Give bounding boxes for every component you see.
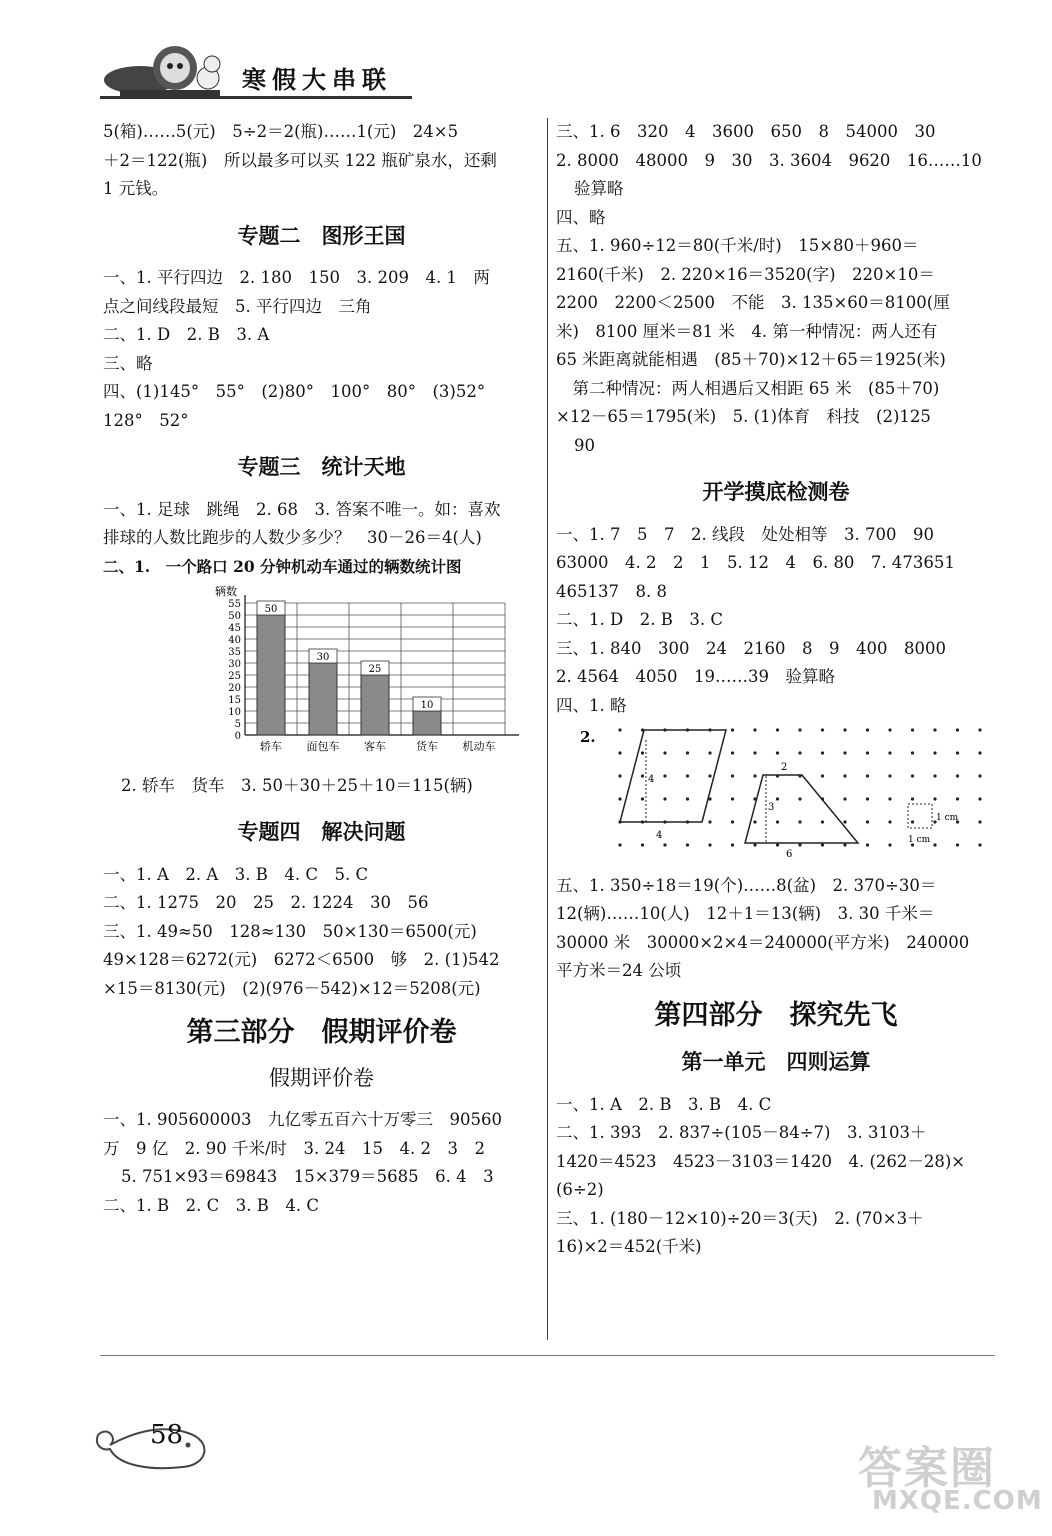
answer-line: 2160(千米) 2. 220×16＝3520(字) 220×10＝ — [556, 264, 935, 284]
answer-line: 30000 米 30000×2×4＝240000(平方米) 240000 — [556, 932, 970, 952]
grid-dot — [978, 843, 981, 846]
grid-dot — [798, 820, 801, 823]
section-title-s3: 专题三 统计天地 — [237, 455, 406, 479]
answer-line: 465137 8. 8 — [556, 581, 667, 601]
grid-dot — [753, 728, 756, 731]
header-title: 寒假大串联 — [242, 65, 392, 94]
grid-dot — [731, 751, 734, 754]
grid-dot — [753, 774, 756, 777]
answer-line: 验算略 — [574, 179, 624, 198]
answer-line: 二、1. D 2. B 3. C — [556, 610, 723, 629]
y-tick-label: 10 — [228, 707, 241, 718]
trap-top-label: 2 — [781, 762, 788, 773]
grid-dot — [663, 843, 666, 846]
grid-dot — [731, 820, 734, 823]
answer-line: 二、1. D 2. B 3. A — [103, 325, 270, 344]
answer-line: 一、1. A 2. B 3. B 4. C — [556, 1094, 772, 1114]
grid-dot — [843, 797, 846, 800]
answer-line: 2. 8000 48000 9 30 3. 3604 9620 16……10 — [556, 150, 982, 170]
bar — [309, 663, 337, 735]
grid-dot — [978, 728, 981, 731]
answer-line: 第二种情况：两人相遇后又相距 65 米 (85＋70) — [556, 378, 940, 398]
grid-dot — [641, 797, 644, 800]
grid-dot — [911, 820, 914, 823]
grid-dot — [911, 797, 914, 800]
answer-line: 万 9 亿 2. 90 千米/时 3. 24 15 4. 2 3 2 — [103, 1138, 485, 1158]
y-axis-label: 辆数 — [215, 585, 237, 598]
x-tick-label: 面包车 — [306, 740, 340, 753]
grid-dot — [618, 774, 621, 777]
grid-dot — [978, 774, 981, 777]
answer-line: 三、略 — [103, 353, 153, 373]
answer-line: 128° 52° — [103, 410, 189, 430]
answer-line: 16)×2＝452(千米) — [556, 1237, 702, 1256]
answer-line: 四、1. 略 — [556, 695, 627, 715]
para-height-label: 4 — [648, 774, 655, 785]
unit-label-1: 1 cm — [936, 813, 959, 823]
answer-line: 排球的人数比跑步的人数少多少？ 30－26＝4(人) — [103, 528, 482, 547]
grid-dot — [888, 843, 891, 846]
answer-line: 五、1. 960÷12＝80(千米/时) 15×80＋960＝ — [556, 236, 919, 255]
answer-line: 一、1. 7 5 7 2. 线段 处处相等 3. 700 90 — [556, 524, 934, 544]
grid-dot — [731, 774, 734, 777]
grid-dot — [776, 797, 779, 800]
grid-dot — [663, 751, 666, 754]
grid-dot — [866, 843, 869, 846]
y-tick-label: 55 — [228, 599, 241, 610]
answer-line: 二、1. 1275 20 25 2. 1224 30 56 — [103, 893, 429, 912]
right-column — [556, 118, 996, 1262]
grid-dot — [888, 728, 891, 731]
answer-line: ×15＝8130(元) (2)(976－542)×12＝5208(元) — [103, 978, 481, 998]
trap-height-label: 3 — [768, 802, 775, 813]
x-tick-label: 客车 — [364, 740, 386, 753]
answer-line: 五、1. 350÷18＝19(个)……8(盆) 2. 370÷30＝ — [556, 875, 937, 895]
answer-line: 2. 4564 4050 19……39 验算略 — [556, 667, 835, 686]
y-tick-label: 0 — [234, 731, 241, 742]
section-title-s2: 专题二 图形王国 — [237, 223, 406, 248]
grid-dot — [866, 820, 869, 823]
answer-line: 一、1. A 2. A 3. B 4. C 5. C — [103, 864, 369, 884]
y-tick-label: 25 — [228, 671, 241, 682]
bar — [257, 615, 285, 735]
trap-base-label: 6 — [786, 849, 793, 860]
data-label: 50 — [264, 604, 278, 615]
grid-dot — [978, 751, 981, 754]
grid-dot — [708, 843, 711, 846]
grid-dot — [798, 797, 801, 800]
answer-line: 63000 4. 2 2 1 5. 12 4 6. 80 7. 473651 — [556, 553, 955, 572]
grid-dot — [686, 797, 689, 800]
grid-dot — [911, 728, 914, 731]
grid-dot — [731, 843, 734, 846]
para-base-label: 4 — [656, 830, 663, 841]
part-title-4: 第四部分 探究先飞 — [654, 999, 898, 1031]
grid-dot — [708, 774, 711, 777]
answer-line: 二、1. B 2. C 3. B 4. C — [103, 1195, 319, 1215]
grid-dot — [686, 774, 689, 777]
part-title-3: 第三部分 假期评价卷 — [186, 1017, 457, 1048]
answer-line: 三、1. 6 320 4 3600 650 8 54000 30 — [556, 122, 936, 141]
grid-dot — [933, 797, 936, 800]
answer-line: 二、1. 393 2. 837÷(105－84÷7) 3. 3103＋ — [556, 1123, 927, 1142]
y-tick-label: 35 — [228, 647, 241, 658]
astronaut-monkey-illustration — [100, 40, 230, 102]
geo-question-label: 2. — [580, 728, 596, 746]
answer-line: 点之间线段最短 5. 平行四边 三角 — [103, 296, 372, 316]
grid-dot — [753, 820, 756, 823]
y-tick-label: 5 — [234, 719, 241, 730]
trapezoid — [745, 775, 858, 843]
page-number: 58 — [150, 1420, 184, 1450]
grid-dot — [821, 774, 824, 777]
grid-dot — [821, 728, 824, 731]
grid-dot — [956, 751, 959, 754]
answer-line: 三、1. (180－12×10)÷20＝3(天) 2. (70×3＋ — [556, 1208, 924, 1228]
section-title-s4: 专题四 解决问题 — [237, 820, 406, 844]
grid-dot — [798, 728, 801, 731]
grid-dot — [776, 728, 779, 731]
answer-line: 5. 751×93＝69843 15×379＝5685 6. 4 3 — [121, 1167, 494, 1186]
grid-dot — [618, 797, 621, 800]
dot-grid-figure — [556, 720, 996, 860]
grid-dot — [686, 751, 689, 754]
grid-dot — [933, 774, 936, 777]
watermark-url: MXQE.COM — [872, 1486, 1043, 1516]
answer-line: 2. 轿车 货车 3. 50＋30＋25＋10＝115(辆) — [121, 775, 473, 795]
answer-line: 49×128＝6272(元) 6272＜6500 够 2. (1)542 — [103, 950, 500, 969]
grid-dot — [866, 774, 869, 777]
answer-line: 1420＝4523 4523－3103＝1420 4. (262－28)× — [556, 1151, 966, 1171]
grid-dot — [708, 751, 711, 754]
grid-dot — [956, 797, 959, 800]
grid-dot — [843, 820, 846, 823]
y-tick-label: 45 — [228, 623, 241, 634]
grid-dot — [641, 774, 644, 777]
grid-dot — [866, 728, 869, 731]
x-tick-label: 机动车 — [462, 740, 496, 753]
header-rule — [100, 96, 412, 99]
grid-dot — [618, 728, 621, 731]
x-tick-label: 货车 — [416, 740, 438, 753]
grid-dot — [731, 728, 734, 731]
unit-square — [908, 804, 932, 828]
grid-dot — [618, 843, 621, 846]
grid-dot — [776, 843, 779, 846]
answer-line: (6÷2) — [556, 1180, 604, 1199]
grid-dot — [978, 797, 981, 800]
grid-dot — [663, 797, 666, 800]
running-header — [100, 40, 412, 102]
grid-dot — [888, 751, 891, 754]
answer-line: 四、(1)145° 55° (2)80° 100° 80° (3)52° — [103, 382, 486, 401]
grid-dot — [956, 728, 959, 731]
y-tick-label: 50 — [228, 611, 241, 622]
grid-dot — [686, 843, 689, 846]
grid-dot — [866, 751, 869, 754]
section-title-test: 开学摸底检测卷 — [702, 480, 850, 504]
answer-line: 一、1. 905600003 九亿零五百六十万零三 90560 — [103, 1110, 502, 1129]
grid-dot — [618, 751, 621, 754]
intro-line: ＋2＝122(瓶) 所以最多可以买 122 瓶矿泉水，还剩 — [103, 150, 497, 170]
answer-line: 四、略 — [556, 207, 606, 227]
grid-dot — [731, 797, 734, 800]
grid-dot — [843, 728, 846, 731]
grid-dot — [843, 774, 846, 777]
grid-dot — [933, 843, 936, 846]
grid-dot — [956, 843, 959, 846]
grid-dot — [821, 843, 824, 846]
answer-line: 12(辆)……10(人) 12＋1＝13(辆) 3. 30 千米＝ — [556, 904, 935, 923]
y-tick-label: 30 — [228, 659, 241, 670]
grid-dot — [843, 843, 846, 846]
answer-line: 米) 8100 厘米＝81 米 4. 第一种情况：两人还有 — [556, 321, 938, 341]
grid-dot — [888, 820, 891, 823]
x-tick-label: 轿车 — [260, 740, 282, 753]
column-divider — [547, 118, 548, 1340]
grid-dot — [933, 751, 936, 754]
grid-dot — [641, 751, 644, 754]
grid-dot — [911, 751, 914, 754]
grid-dot — [821, 820, 824, 823]
bar-chart — [203, 583, 533, 758]
grid-dot — [776, 820, 779, 823]
watermark: 答案圈 — [858, 1443, 996, 1494]
grid-dot — [776, 751, 779, 754]
intro-line: 1 元钱。 — [103, 179, 169, 198]
answer-line: 一、1. 足球 跳绳 2. 68 3. 答案不唯一。如：喜欢 — [103, 499, 501, 519]
data-label: 30 — [316, 652, 330, 663]
grid-dot — [956, 774, 959, 777]
grid-dot — [843, 751, 846, 754]
dot-grid — [618, 728, 981, 846]
unit-label-2: 1 cm — [908, 835, 931, 845]
answer-line: 65 米距离就能相遇 (85＋70)×12＋65＝1925(米) — [556, 350, 946, 369]
answer-line: ×12－65＝1795(米) 5. (1)体育 科技 (2)125 — [556, 407, 931, 426]
y-tick-label: 40 — [228, 635, 241, 646]
grid-dot — [753, 843, 756, 846]
bar — [361, 675, 389, 735]
answer-line: 一、1. 平行四边 2. 180 150 3. 209 4. 1 两 — [103, 268, 490, 287]
bar — [413, 711, 441, 735]
exam-title: 假期评价卷 — [269, 1065, 374, 1090]
answer-line: 2200 2200＜2500 不能 3. 135×60＝8100(厘 — [556, 293, 950, 312]
grid-dot — [708, 820, 711, 823]
y-tick-label: 15 — [228, 695, 241, 706]
data-label: 25 — [368, 664, 382, 675]
grid-dot — [821, 751, 824, 754]
unit-title-1: 第一单元 四则运算 — [681, 1050, 871, 1074]
data-label: 10 — [420, 700, 434, 711]
y-tick-label: 20 — [228, 683, 241, 694]
chart-caption: 二、1. 一个路口 20 分钟机动车通过的辆数统计图 — [103, 556, 462, 576]
bottom-rule — [100, 1355, 995, 1356]
grid-dot — [933, 728, 936, 731]
answer-line: 三、1. 840 300 24 2160 8 9 400 8000 — [556, 638, 946, 658]
grid-dot — [663, 774, 666, 777]
answer-line: 90 — [574, 435, 595, 455]
grid-dot — [866, 797, 869, 800]
left-column — [103, 118, 540, 1220]
grid-dot — [641, 843, 644, 846]
grid-dot — [888, 797, 891, 800]
answer-line: 三、1. 49≈50 128≈130 50×130＝6500(元) — [103, 921, 477, 941]
intro-line: 5(箱)……5(元) 5÷2＝2(瓶)……1(元) 24×5 — [103, 122, 459, 141]
grid-dot — [798, 843, 801, 846]
grid-dot — [888, 774, 891, 777]
grid-dot — [911, 774, 914, 777]
grid-dot — [978, 820, 981, 823]
grid-dot — [798, 751, 801, 754]
grid-dot — [753, 751, 756, 754]
answer-line: 平方米＝24 公顷 — [556, 961, 682, 980]
